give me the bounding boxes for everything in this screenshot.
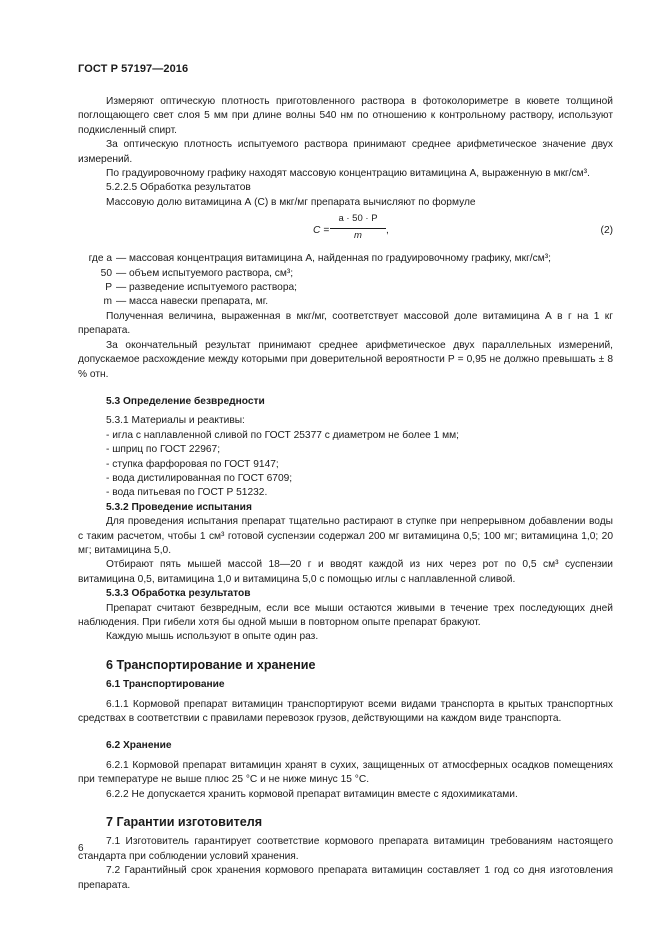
formula-fraction: [330, 212, 386, 243]
formula-lhs: C =: [313, 225, 330, 237]
list-item: - игла с наплавленной сливой по ГОСТ 25377 с диаметром не более 1 мм;: [106, 429, 459, 441]
paragraph: За оптическую плотность испытуемого раствора принимают среднее арифметическое значение двух измерений.: [78, 139, 613, 165]
formula-legend: [78, 252, 613, 310]
paragraph: Для проведения испытания препарат тщательно растирают в ступке при непрерывном добавлении воды с таким расчетом, чтобы 1 см³ готовой суспензии содержал 200 мг витамицина 0,5; 100 мг; витамицина 1,0; 20 мг; витамицина 5,0.: [78, 516, 613, 556]
legend-text: — массовая концентрация витамицина А, найденная по градуировочному графику, мкг/см³;: [116, 253, 551, 265]
list-item: - вода дистилированная по ГОСТ 6709;: [106, 472, 293, 484]
page-content: [78, 95, 613, 893]
paragraph: По градуировочному графику находят массовую концентрацию витамицина А, выраженную в мкг/см³.: [106, 168, 590, 180]
subsection-heading: 5.3.1 Материалы и реактивы:: [106, 415, 245, 427]
formula-2: [78, 212, 613, 252]
paragraph: Каждую мышь используют в опыте один раз.: [106, 631, 319, 643]
legend-symbol: m: [103, 296, 112, 308]
paragraph: 7.1 Изготовитель гарантирует соответствие кормового препарата витамицин требованиям настоящего стандарта при соблюдении условий хранения.: [78, 836, 613, 862]
formula-number: (2): [600, 225, 613, 237]
paragraph: 7.2 Гарантийный срок хранения кормового препарата витамицин составляет 1 год со дня изготовления препарата.: [78, 865, 613, 891]
subsection-heading: 5.2.2.5 Обработка результатов: [106, 182, 251, 194]
legend-symbol: где a: [88, 253, 112, 265]
paragraph: 6.2.1 Кормовой препарат витамицин хранят в сухих, защищенных от атмосферных осадков помещениях при температуре не выше плюс 25 °С и не ниже минус 15 °С.: [78, 759, 613, 786]
subsection-heading: 5.3.2 Проведение испытания: [106, 501, 252, 513]
paragraph: Полученная величина, выраженная в мкг/мг, соответствует массовой доле витамицина А в г на 1 кг препарата.: [78, 310, 613, 337]
list-item: - ступка фарфоровая по ГОСТ 9147;: [106, 458, 279, 470]
section-heading: 6.2 Хранение: [106, 740, 172, 752]
paragraph: 6.1.1 Кормовой препарат витамицин транспортируют всеми видами транспорта в крытых транспортных средствах в соответствии с правилами перевозок грузов, действующими на каждом виде транспорта.: [78, 698, 613, 725]
list-item: - вода питьевая по ГОСТ Р 51232.: [106, 487, 268, 499]
section-heading: 6.1 Транспортирование: [106, 679, 225, 691]
formula-denominator: m: [354, 229, 362, 241]
formula-comma: ,: [386, 225, 389, 237]
paragraph: Отбирают пять мышей массой 18—20 г и вводят каждой из них через рот по 0,5 см³ суспензии витамицина 0,5, витамицина 1,0 и витамицина 5,0 с помощью иглы с наплавленной сливой.: [78, 559, 613, 585]
legend-text: — объем испытуемого раствора, см³;: [116, 267, 294, 279]
legend-symbol: P: [105, 282, 112, 294]
paragraph: 6.2.2 Не допускается хранить кормовой препарат витамицин вместе с ядохимикатами.: [106, 788, 518, 800]
list-item: - шприц по ГОСТ 22967;: [106, 444, 221, 456]
section-heading: 5.3 Определение безвредности: [106, 395, 265, 407]
paragraph: Массовую долю витамицина А (C) в мкг/мг препарата вычисляют по формуле: [106, 196, 476, 208]
chapter-heading: 7 Гарантии изготовителя: [106, 815, 263, 830]
paragraph: Препарат считают безвредным, если все мыши остаются живыми в течение трех последующих дней наблюдения. При гибели хотя бы одной мыши в повторном опыте препарат бракуют.: [78, 602, 613, 628]
legend-text: — разведение испытуемого раствора;: [116, 282, 297, 294]
paragraph: За окончательный результат принимают среднее арифметическое двух параллельных измерений, допускаемое расхождение между которыми при доверительной вероятности P = 0,95 не должно превышать ± 8 % отн.: [78, 339, 613, 380]
standard-header: ГОСТ Р 57197—2016: [78, 63, 189, 75]
legend-symbol: 50: [100, 267, 112, 279]
legend-text: — масса навески препарата, мг.: [116, 296, 269, 308]
formula-numerator: a · 50 · P: [330, 212, 386, 228]
subsection-heading: 5.3.3 Обработка результатов: [106, 588, 251, 600]
chapter-heading: 6 Транспортирование и хранение: [106, 657, 316, 672]
page-number: 6: [78, 843, 84, 854]
paragraph: Измеряют оптическую плотность приготовленного раствора в фотоколориметре в кювете толщиной поглощающего свет слоя 5 мм при длине волны 540 нм по отношению к контрольному раствору, используют подкисленный спирт.: [78, 96, 613, 136]
